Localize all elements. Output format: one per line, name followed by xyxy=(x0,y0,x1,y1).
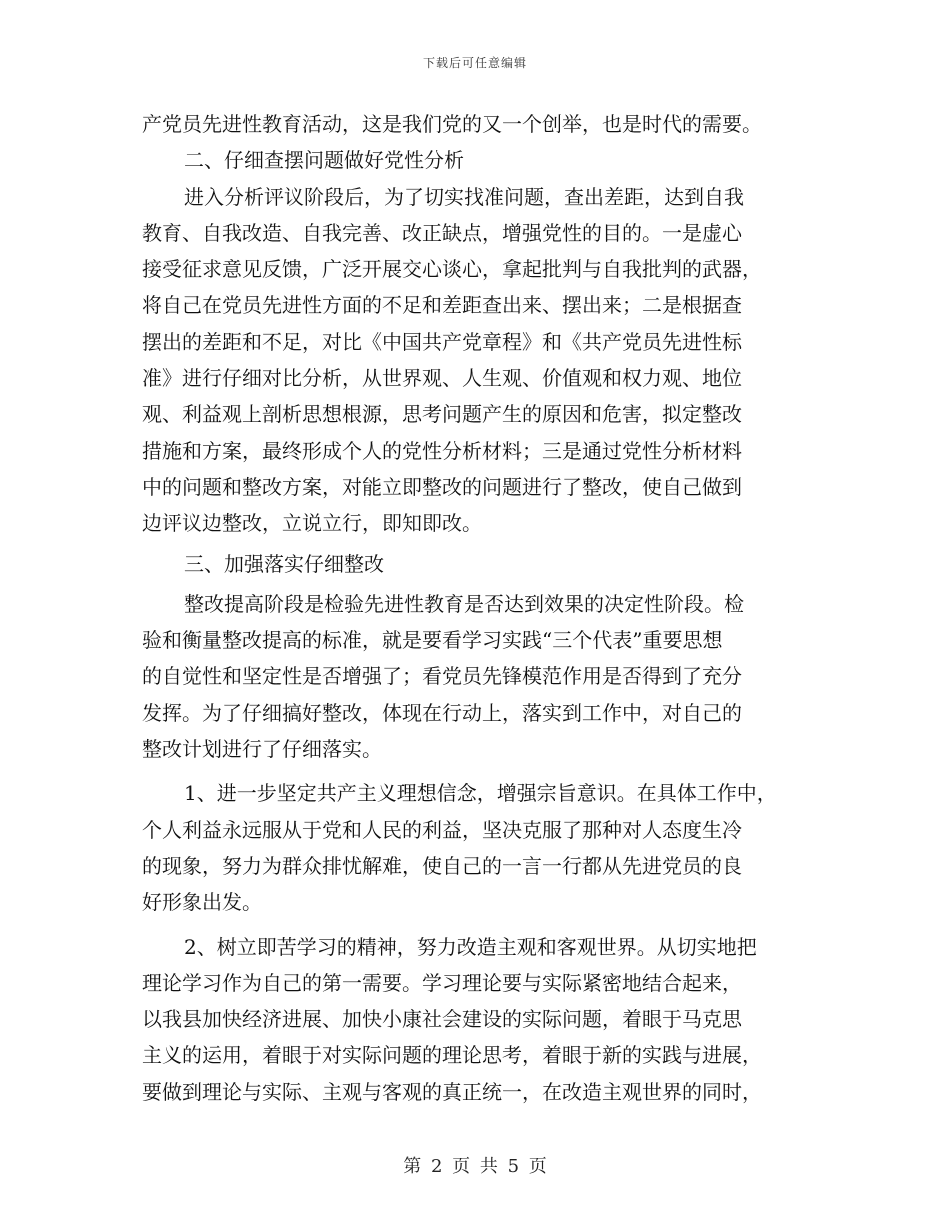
paragraph-line: 发挥。为了仔细搞好整改，体现在行动上，落实到工作中，对自己的 xyxy=(142,700,742,725)
paragraph-line: 整改计划进行了仔细落实。 xyxy=(142,737,382,762)
paragraph-line: 整改提高阶段是检验先进性教育是否达到效果的决定性阶段。检 xyxy=(184,591,744,616)
paragraph-line: 以我县加快经济进展、加快小康社会建设的实际问题，着眼于马克思 xyxy=(142,1007,742,1032)
paragraph-line: 措施和方案，最终形成个人的党性分析材料；三是通过党性分析材料 xyxy=(142,438,742,463)
paragraph-line: 的自觉性和坚定性是否增强了；看党员先锋模范作用是否得到了充分 xyxy=(142,664,742,689)
paragraph-line: 观、利益观上剖析思想根源，思考问题产生的原因和危害，拟定整改 xyxy=(142,402,742,427)
paragraph-line: 产党员先进性教育活动，这是我们党的又一个创举，也是时代的需要。 xyxy=(142,112,762,136)
paragraph-line: 边评议边整改，立说立行，即知即改。 xyxy=(142,511,482,536)
paragraph-line: 2、树立即苦学习的精神，努力改造主观和客观世界。从切实地把 xyxy=(184,934,757,959)
section-heading: 三、加强落实仔细整改 xyxy=(184,551,384,576)
paragraph-line: 个人利益永远服从于党和人民的利益，坚决克服了那种对人态度生冷 xyxy=(142,817,742,842)
page-header: 下载后可任意编辑 xyxy=(422,56,527,70)
section-heading: 二、仔细查摆问题做好党性分析 xyxy=(184,148,464,173)
paragraph-line: 理论学习作为自己的第一需要。学习理论要与实际紧密地结合起来， xyxy=(142,970,742,995)
paragraph-line: 摆出的差距和不足，对比《中国共产党章程》和《共产党员先进性标 xyxy=(142,329,742,354)
paragraph-line: 教育、自我改造、自我完善、改正缺点，增强党性的目的。一是虚心 xyxy=(142,220,742,245)
document-body xyxy=(142,106,812,1110)
paragraph-line: 将自己在党员先进性方面的不足和差距查出来、摆出来；二是根据查 xyxy=(142,293,742,318)
paragraph-line: 要做到理论与实际、主观与客观的真正统一，在改造主观世界的同时， xyxy=(142,1079,762,1104)
paragraph-line: 主义的运用，着眼于对实际问题的理论思考，着眼于新的实践与进展， xyxy=(142,1043,762,1068)
paragraph-line: 接受征求意见反馈，广泛开展交心谈心，拿起批判与自我批判的武器， xyxy=(142,257,762,282)
paragraph-line: 验和衡量整改提高的标准，就是要看学习实践“三个代表”重要思想 xyxy=(142,628,723,653)
paragraph-line: 进入分析评议阶段后，为了切实找准问题，查出差距，达到自我 xyxy=(184,184,744,209)
paragraph-line: 准》进行仔细对比分析，从世界观、人生观、价值观和权力观、地位 xyxy=(142,366,742,391)
paragraph-line: 的现象，努力为群众排忧解难，使自己的一言一行都从先进党员的良 xyxy=(142,853,742,878)
paragraph-line: 1、进一步坚定共产主义理想信念，增强宗旨意识。在具体工作中， xyxy=(184,781,777,806)
page-number: 第 2 页 共 5 页 xyxy=(403,1156,547,1177)
paragraph-line: 中的问题和整改方案，对能立即整改的问题进行了整改，使自己做到 xyxy=(142,474,742,499)
paragraph-line: 好形象出发。 xyxy=(142,890,262,915)
